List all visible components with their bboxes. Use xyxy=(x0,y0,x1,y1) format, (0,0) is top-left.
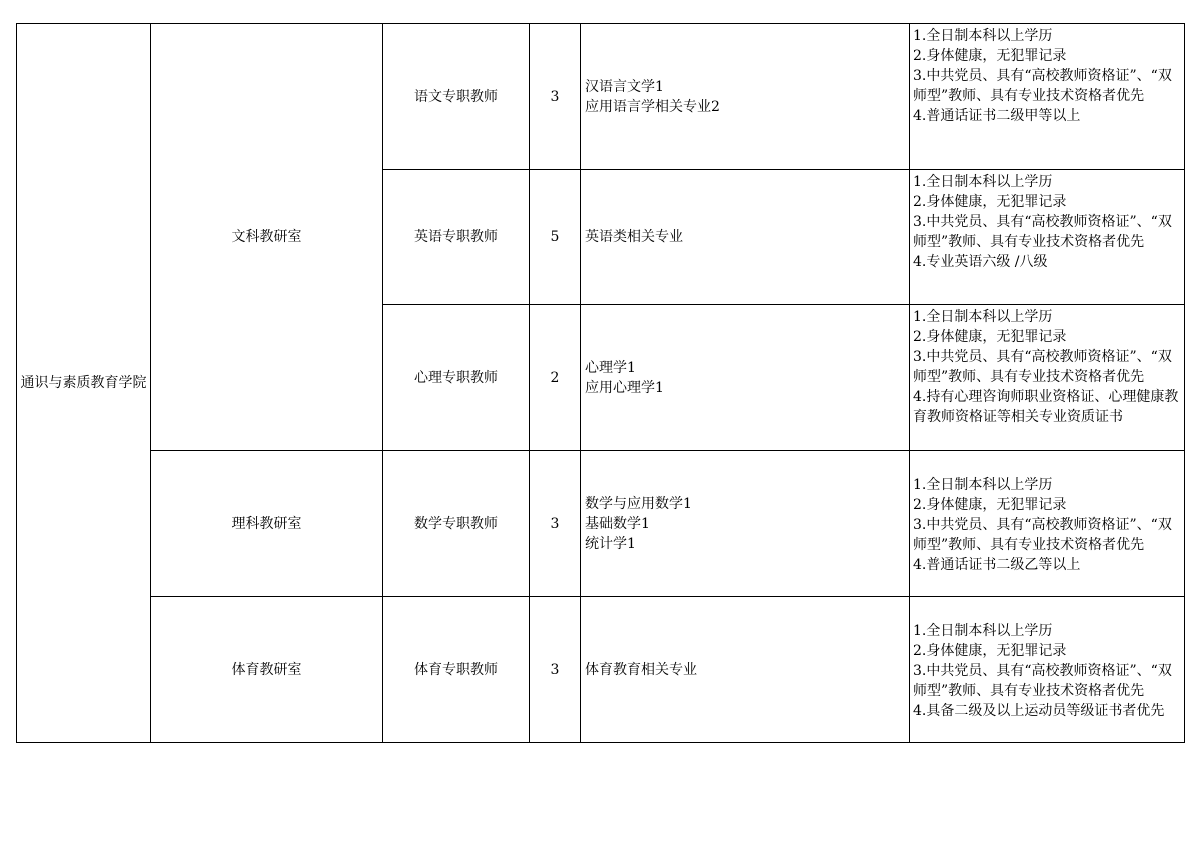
major-item: 应用语言学相关专业2 xyxy=(585,98,720,115)
requirements-cell xyxy=(910,24,1185,170)
position-count: 2 xyxy=(550,369,560,386)
requirement-item: 1.全日制本科以上学历 xyxy=(913,28,1053,44)
requirement-item: 2.身体健康，无犯罪记录 xyxy=(913,642,1067,659)
requirement-item: 1.全日制本科以上学历 xyxy=(913,476,1053,493)
major-cell xyxy=(581,170,910,305)
count-cell xyxy=(530,24,581,170)
major-item: 应用心理学1 xyxy=(585,379,664,396)
major-item: 统计学1 xyxy=(585,535,636,552)
requirements-cell xyxy=(910,170,1185,305)
requirements-cell xyxy=(910,597,1185,743)
department-cell xyxy=(151,24,383,451)
position-cell xyxy=(383,451,530,597)
table-row xyxy=(17,597,1185,743)
requirement-item: 1.全日制本科以上学历 xyxy=(913,174,1053,190)
major-cell xyxy=(581,597,910,743)
position-cell xyxy=(383,305,530,451)
major-cell xyxy=(581,451,910,597)
position-title: 数学专职教师 xyxy=(414,515,498,532)
count-cell xyxy=(530,597,581,743)
requirement-item: 2.身体健康，无犯罪记录 xyxy=(913,194,1067,210)
requirement-item: 3.中共党员、具有“高校教师资格证”、“双师型”教师、具有专业技术资格者优先 xyxy=(913,214,1172,250)
major-item: 体育教育相关专业 xyxy=(585,661,697,678)
department-cell xyxy=(151,451,383,597)
requirement-item: 4.普通话证书二级乙等以上 xyxy=(913,556,1081,573)
recruitment-table xyxy=(16,23,1185,743)
requirement-item: 4.持有心理咨询师职业资格证、心理健康教育教师资格证等相关专业资质证书 xyxy=(913,389,1179,425)
count-cell xyxy=(530,305,581,451)
requirement-item: 4.专业英语六级 /八级 xyxy=(913,254,1048,270)
major-cell xyxy=(581,305,910,451)
requirement-item: 4.具备二级及以上运动员等级证书者优先 xyxy=(913,702,1165,719)
count-cell xyxy=(530,170,581,305)
requirement-item: 2.身体健康，无犯罪记录 xyxy=(913,329,1067,345)
requirement-item: 3.中共党员、具有“高校教师资格证”、“双师型”教师、具有专业技术资格者优先 xyxy=(913,349,1172,385)
requirement-item: 2.身体健康，无犯罪记录 xyxy=(913,48,1067,64)
college-name: 通识与素质教育学院 xyxy=(20,375,147,391)
requirement-item: 3.中共党员、具有“高校教师资格证”、“双师型”教师、具有专业技术资格者优先 xyxy=(913,68,1172,104)
college-cell xyxy=(17,24,151,743)
position-count: 3 xyxy=(550,88,560,105)
requirement-item: 1.全日制本科以上学历 xyxy=(913,622,1053,639)
position-count: 5 xyxy=(550,229,560,245)
position-count: 3 xyxy=(550,661,560,678)
major-item: 数学与应用数学1 xyxy=(585,495,692,512)
requirement-item: 3.中共党员、具有“高校教师资格证”、“双师型”教师、具有专业技术资格者优先 xyxy=(913,662,1172,699)
major-cell xyxy=(581,24,910,170)
requirements-cell xyxy=(910,451,1185,597)
requirements-cell xyxy=(910,305,1185,451)
major-item: 基础数学1 xyxy=(585,515,650,532)
requirement-item: 4.普通话证书二级甲等以上 xyxy=(913,108,1081,124)
position-title: 语文专职教师 xyxy=(414,88,498,105)
department-name: 体育教研室 xyxy=(231,661,302,678)
position-title: 英语专职教师 xyxy=(414,229,498,245)
requirement-item: 2.身体健康，无犯罪记录 xyxy=(913,496,1067,513)
department-name: 文科教研室 xyxy=(231,229,302,245)
department-name: 理科教研室 xyxy=(231,515,302,532)
position-count: 3 xyxy=(550,515,560,532)
major-item: 英语类相关专业 xyxy=(585,229,683,245)
position-cell xyxy=(383,170,530,305)
position-title: 体育专职教师 xyxy=(414,661,498,678)
requirement-item: 1.全日制本科以上学历 xyxy=(913,309,1053,325)
position-cell xyxy=(383,24,530,170)
requirement-item: 3.中共党员、具有“高校教师资格证”、“双师型”教师、具有专业技术资格者优先 xyxy=(913,516,1172,553)
count-cell xyxy=(530,451,581,597)
position-title: 心理专职教师 xyxy=(414,369,498,386)
position-cell xyxy=(383,597,530,743)
major-item: 汉语言文学1 xyxy=(585,78,664,95)
table-row xyxy=(17,451,1185,597)
major-item: 心理学1 xyxy=(585,359,636,376)
table-row xyxy=(17,24,1185,170)
department-cell xyxy=(151,597,383,743)
